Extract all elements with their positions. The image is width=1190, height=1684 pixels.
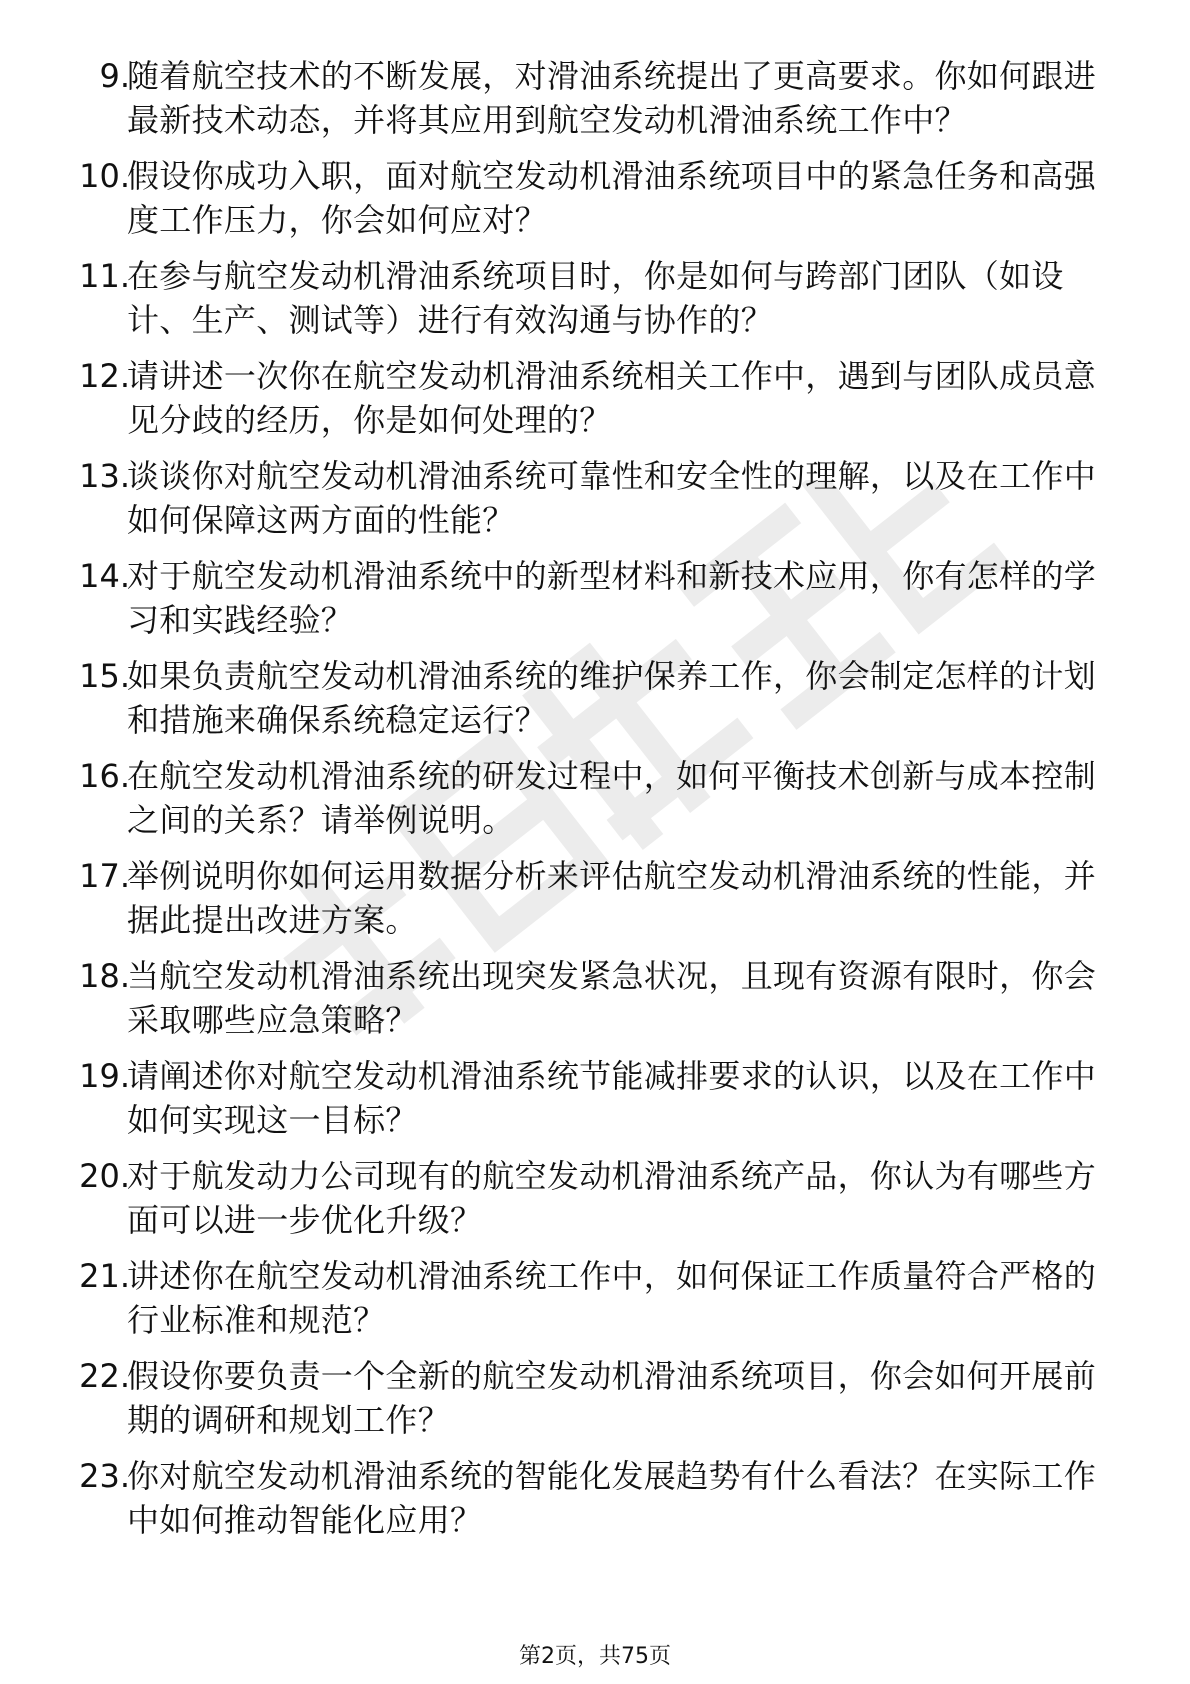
question-item (0, 1348, 1190, 1448)
question-number: 19. (79, 1057, 130, 1095)
question-number: 22. (79, 1357, 130, 1395)
page-number-label: 第2页，共75页 (519, 1644, 671, 1669)
question-text: 在航空发动机滑油系统的研发过程中，如何平衡技术创新与成本控制之间的关系？请举例说明。 (127, 757, 1097, 839)
question-text: 假设你要负责一个全新的航空发动机滑油系统项目，你会如何开展前期的调研和规划工作？ (127, 1357, 1097, 1439)
question-number: 13. (79, 457, 130, 495)
question-item (0, 1448, 1190, 1548)
question-number: 16. (79, 757, 130, 795)
question-text: 你对航空发动机滑油系统的智能化发展趋势有什么看法？在实际工作中如何推动智能化应用？ (127, 1457, 1097, 1539)
question-text: 谈谈你对航空发动机滑油系统可靠性和安全性的理解，以及在工作中如何保障这两方面的性能？ (127, 457, 1097, 539)
question-item (0, 148, 1190, 248)
question-text: 对于航空发动机滑油系统中的新型材料和新技术应用，你有怎样的学习和实践经验？ (127, 557, 1097, 639)
question-text: 请阐述你对航空发动机滑油系统节能减排要求的认识，以及在工作中如何实现这一目标？ (127, 1057, 1097, 1139)
question-item (0, 348, 1190, 448)
question-item (0, 48, 1190, 148)
question-number: 11. (79, 257, 130, 295)
question-text: 在参与航空发动机滑油系统项目时，你是如何与跨部门团队（如设计、生产、测试等）进行有效沟通与协作的？ (127, 257, 1064, 339)
question-item (0, 948, 1190, 1048)
question-number: 17. (79, 857, 130, 895)
question-number: 9. (99, 57, 130, 95)
question-number: 23. (79, 1457, 130, 1495)
question-list (0, 48, 1190, 1548)
question-text: 请讲述一次你在航空发动机滑油系统相关工作中，遇到与团队成员意见分歧的经历，你是如何处理的？ (127, 357, 1097, 439)
question-text: 当航空发动机滑油系统出现突发紧急状况，且现有资源有限时，你会采取哪些应急策略？ (127, 957, 1097, 1039)
page-footer (0, 1643, 1190, 1671)
question-number: 20. (79, 1157, 130, 1195)
question-number: 21. (79, 1257, 130, 1295)
question-item (0, 1048, 1190, 1148)
question-item (0, 1248, 1190, 1348)
question-item (0, 648, 1190, 748)
question-number: 18. (79, 957, 130, 995)
question-item (0, 548, 1190, 648)
question-number: 14. (79, 557, 130, 595)
question-item (0, 748, 1190, 848)
question-text: 假设你成功入职，面对航空发动机滑油系统项目中的紧急任务和高强度工作压力，你会如何应对？ (127, 157, 1097, 239)
question-text: 随着航空技术的不断发展，对滑油系统提出了更高要求。你如何跟进最新技术动态，并将其应用到航空发动机滑油系统工作中？ (127, 57, 1097, 139)
question-text: 对于航发动力公司现有的航空发动机滑油系统产品，你认为有哪些方面可以进一步优化升级？ (127, 1157, 1097, 1239)
question-text: 举例说明你如何运用数据分析来评估航空发动机滑油系统的性能，并据此提出改进方案。 (127, 857, 1097, 939)
question-number: 12. (79, 357, 130, 395)
question-item (0, 1148, 1190, 1248)
question-item (0, 448, 1190, 548)
question-text: 如果负责航空发动机滑油系统的维护保养工作，你会制定怎样的计划和措施来确保系统稳定运行？ (127, 657, 1097, 739)
question-item (0, 848, 1190, 948)
question-item (0, 248, 1190, 348)
question-number: 10. (79, 157, 130, 195)
question-number: 15. (79, 657, 130, 695)
question-text: 讲述你在航空发动机滑油系统工作中，如何保证工作质量符合严格的行业标准和规范？ (127, 1257, 1097, 1339)
